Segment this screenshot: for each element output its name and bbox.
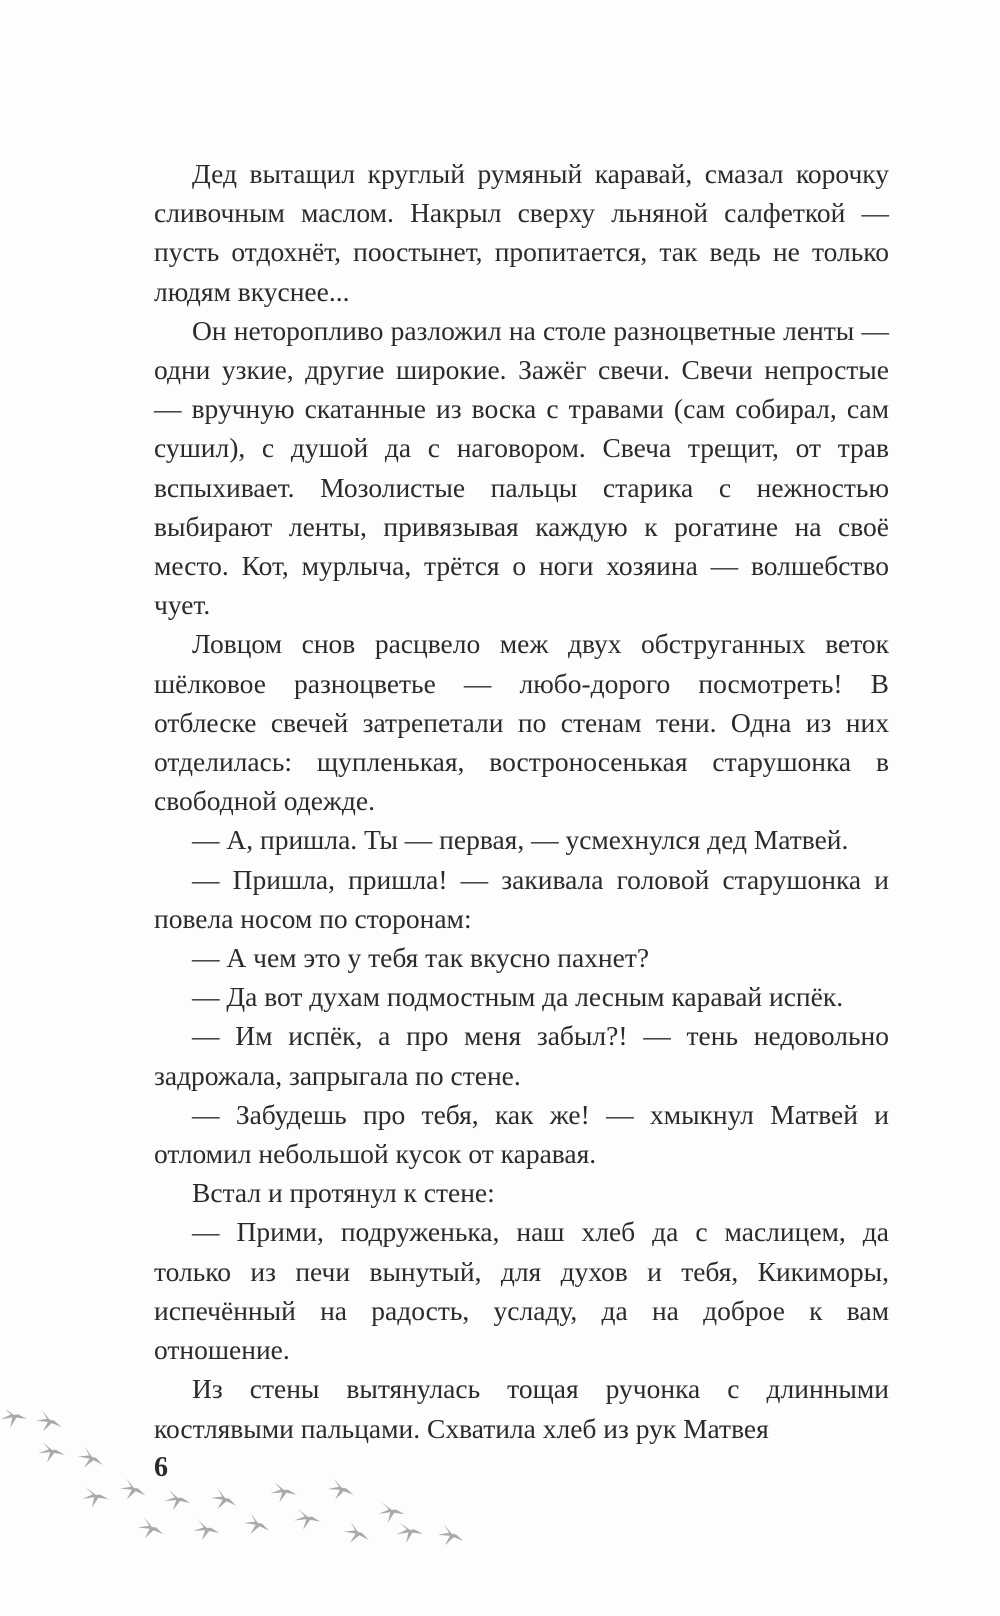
dialogue-line: — А, пришла. Ты — первая, — усмехнулся дед Матвей. [192,824,849,856]
dialogue-line: — А чем это у тебя так вкусно пахнет? [192,942,650,974]
bird-flock-icon [0,1410,500,1616]
paragraph: Встал и протянул к стене: [192,1177,495,1209]
page-number: 6 [154,1452,168,1483]
dialogue-line: — Пришла, пришла! — закивала головой старушонка и повела носом по сторонам: [154,863,889,934]
paragraph: Ловцом снов расцвело меж двух обструганных веток шёлковое разноцветье — любо-дорого посмотреть! В отблеске свечей затрепетали по стенам тени. Одна из них отделилась: щупленькая, востроносенькая старушонка в свободной одежде. [154,628,889,817]
dialogue-line: — Да вот духам подмостным да лесным каравай испёк. [192,981,844,1013]
paragraph: Он неторопливо разложил на столе разноцветные ленты — одни узкие, другие широкие. Зажёг свечи. Свечи непростые — вручную скатанные из воска с травами (сам собирал, сам сушил), с душой да с наговором. Свеча трещит, от трав вспыхивает. Мозолистые пальцы старика с нежностью выбирают ленты, привязывая каждую к рогатине на своё место. Кот, мурлыча, трётся о ноги хозяина — волшебство чует. [154,314,889,621]
paragraph: Дед вытащил круглый румяный каравай, смазал корочку сливочным маслом. Накрыл сверху льняной салфеткой — пусть отдохнёт, поостынет, пропитается, так ведь не только людям вкуснее... [154,158,889,307]
paragraph: Из стены вытянулась тощая ручонка с длинными костлявыми пальцами. Схватила хлеб из рук Матвея [154,1373,889,1444]
dialogue-line: — Забудешь про тебя, как же! — хмыкнул Матвей и отломил небольшой кусок от каравая. [154,1098,889,1170]
dialogue-line: — Прими, подруженька, наш хлеб да с маслицем, да только из печи вынутый, для духов и тебя, Кикиморы, испечённый на радость, усладу, да на доброе к вам отношение. [154,1216,889,1366]
dialogue-line: — Им испёк, а про меня забыл?! — тень недовольно задрожала, запрыгала по стене. [154,1020,889,1091]
body-text [154,154,889,1448]
